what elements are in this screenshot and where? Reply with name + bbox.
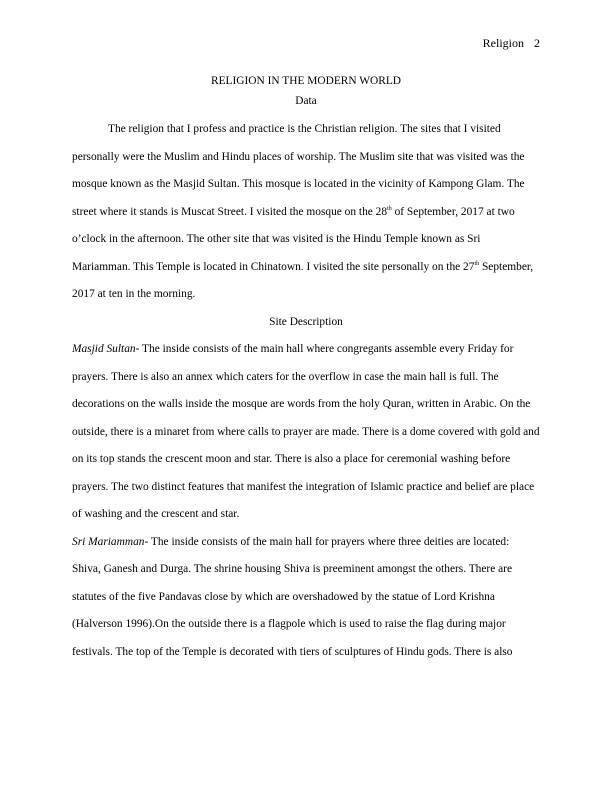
- paragraph-data: [72, 116, 540, 309]
- section-heading-data: Data: [295, 95, 317, 107]
- page-number: 2: [534, 36, 540, 50]
- running-head: Religion: [482, 36, 524, 50]
- paragraph-text: - The inside consists of the main hall where congregants assemble every Friday for prayers. There is also an annex which caters for the overflow in case the main hall is full. The decorations on the walls inside the mosque are words from the holy Quran, written in Arabic. On the outside, there is a minaret from where calls to prayer are made. There is a dome covered with gold and on its top stands the crescent moon and star. There is also a place for ceremonial washing before prayers. The two distinct features that manifest the integration of Islamic practice and belief are place of washing and the crescent and star.: [72, 343, 540, 520]
- ordinal-suffix: th: [387, 205, 392, 212]
- paragraph-sri-mariamman: [72, 529, 540, 667]
- paragraph-text: of September, 2017 at two o’clock in the afternoon. The other site that was visited is the Hindu Temple known as Sri Mariamman. This Temple is located in Chinatown. I visited the site personally on the 27: [72, 205, 515, 273]
- paragraph-text: September, 2017 at ten in the morning.: [72, 260, 534, 300]
- document-title: RELIGION IN THE MODERN WORLD: [210, 75, 402, 87]
- paragraph-lead-italic: Sri Mariamman: [72, 535, 145, 548]
- document-body: [72, 70, 540, 666]
- paragraph-lead-italic: Masjid Sultan: [72, 343, 136, 355]
- section-heading-site-description: Site Description: [269, 315, 343, 328]
- paragraph-text: - The inside consists of the main hall for prayers where three deities are located: Shiva, Ganesh and Durga. The shrine housing Shiva is preeminent amongst the others. There are statutes of the five Pandavas close by which are overshadowed by the statue of Lord Krishna (Halverson 1996).On the outside there is a flagpole which is used to raise the flag during major festivals. The top of the Temple is decorated with tiers of sculptures of Hindu gods. There is also: [72, 535, 513, 658]
- ordinal-suffix: th: [474, 260, 480, 267]
- page-header: [483, 36, 540, 51]
- paragraph-text: The religion that I profess and practice is the Christian religion. The sites that I visited personally were the Muslim and Hindu places of worship. The Muslim site that was visited was the mosque known as the Masjid Sultan. This mosque is located in the vicinity of Kampong Glam. The street where it stands is Muscat Street. I visited the mosque on the 28: [72, 123, 525, 218]
- paragraph-masjid-sultan: [72, 336, 540, 529]
